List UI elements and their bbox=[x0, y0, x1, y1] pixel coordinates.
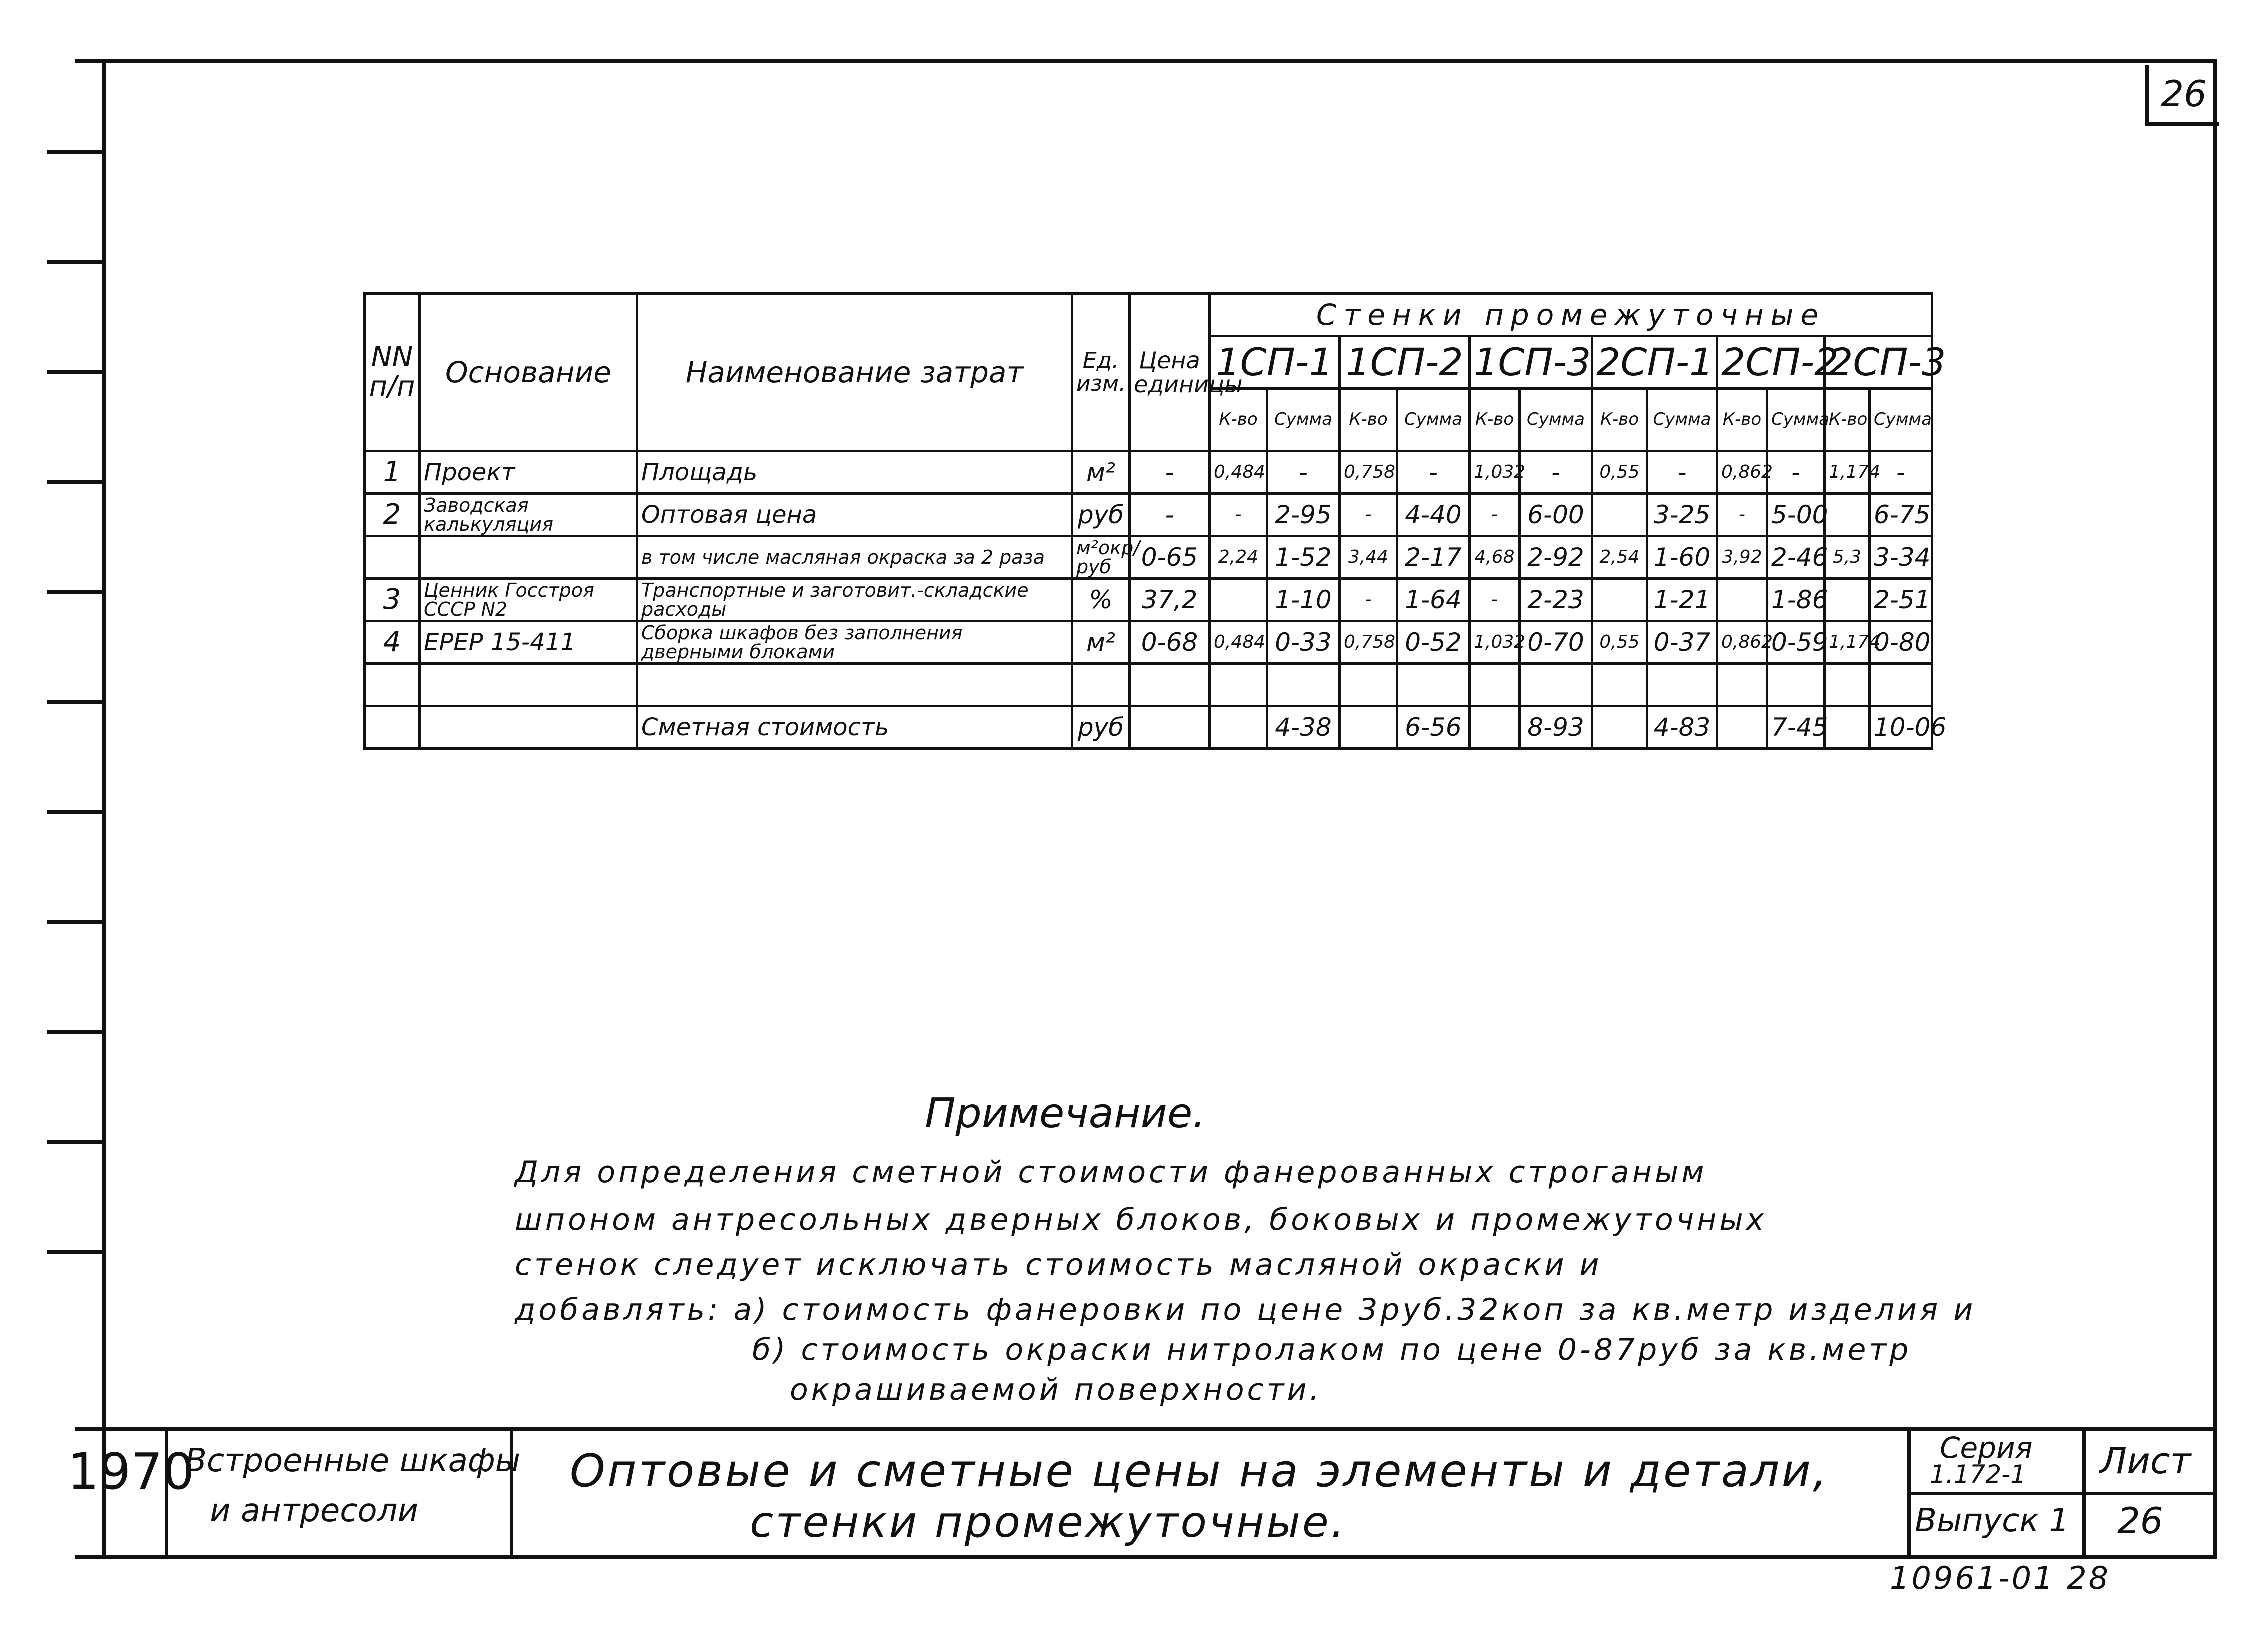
row-name: Площадь bbox=[637, 451, 1072, 494]
empty-cell bbox=[420, 706, 637, 749]
note-line: шпоном антресольных дверных блоков, боковых и промежуточных bbox=[515, 1202, 1767, 1237]
header-col-1sp3: 1СП-3 bbox=[1470, 336, 1592, 389]
header-sum: Сумма bbox=[1520, 389, 1592, 451]
sheet-number-top: 26 bbox=[2161, 72, 2207, 115]
table-row bbox=[365, 451, 1932, 494]
empty-cell bbox=[1767, 664, 1825, 706]
empty-cell bbox=[1870, 664, 1932, 706]
row-number: 2 bbox=[365, 494, 420, 536]
header-col-2sp3: 2СП-3 bbox=[1825, 336, 1932, 389]
sum-cell: 1-52 bbox=[1267, 536, 1340, 579]
sum-cell: 0-70 bbox=[1520, 621, 1592, 664]
binding-tick bbox=[47, 1140, 105, 1144]
qty-cell: 0,55 bbox=[1592, 451, 1647, 494]
qty-cell: - bbox=[1470, 494, 1520, 536]
sum-cell: 1-10 bbox=[1267, 579, 1340, 621]
empty-cell bbox=[1592, 664, 1647, 706]
qty-cell: 2,24 bbox=[1210, 536, 1267, 579]
issue-label: Выпуск 1 bbox=[1915, 1502, 2070, 1539]
header-qty: К-во bbox=[1717, 389, 1767, 451]
qty-cell: 0,484 bbox=[1210, 451, 1267, 494]
binding-tick bbox=[47, 700, 105, 704]
sheet-value: 26 bbox=[2117, 1500, 2163, 1542]
table-row bbox=[365, 579, 1932, 621]
total-row bbox=[365, 706, 1932, 749]
total-sum-cell: 10-06 bbox=[1870, 706, 1932, 749]
row-name: Транспортные и заготовит.-складские расходы bbox=[637, 579, 1072, 621]
qty-cell bbox=[1592, 706, 1647, 749]
total-name: Сметная стоимость bbox=[637, 706, 1072, 749]
row-unit: м²окр/руб bbox=[1072, 536, 1130, 579]
qty-cell: - bbox=[1340, 494, 1397, 536]
empty-cell bbox=[1267, 664, 1340, 706]
sum-cell: 3-34 bbox=[1870, 536, 1932, 579]
sum-cell: 1-60 bbox=[1647, 536, 1717, 579]
qty-cell bbox=[1470, 706, 1520, 749]
empty-cell bbox=[1470, 664, 1520, 706]
row-price: 0-68 bbox=[1130, 621, 1210, 664]
qty-cell: 1,174 bbox=[1825, 621, 1870, 664]
sum-cell: 2-51 bbox=[1870, 579, 1932, 621]
row-unit: м² bbox=[1072, 621, 1130, 664]
header-nn: NN п/п bbox=[365, 294, 420, 451]
empty-cell bbox=[1130, 664, 1210, 706]
footer-code: 10961-01 28 bbox=[1890, 1560, 2111, 1596]
sum-cell: - bbox=[1870, 451, 1932, 494]
total-sum-cell: 6-56 bbox=[1397, 706, 1470, 749]
document-title-line-2: стенки промежуточные. bbox=[750, 1497, 1347, 1547]
qty-cell: 0,758 bbox=[1340, 621, 1397, 664]
empty-cell bbox=[1520, 664, 1592, 706]
qty-cell: - bbox=[1717, 494, 1767, 536]
total-sum-cell: 4-38 bbox=[1267, 706, 1340, 749]
row-name: в том числе масляная окраска за 2 раза bbox=[637, 536, 1072, 579]
header-sum: Сумма bbox=[1870, 389, 1932, 451]
qty-cell: 0,55 bbox=[1592, 621, 1647, 664]
header-col-2sp1: 2СП-1 bbox=[1592, 336, 1717, 389]
row-price: 0-65 bbox=[1130, 536, 1210, 579]
qty-cell bbox=[1592, 579, 1647, 621]
sum-cell: 5-00 bbox=[1767, 494, 1825, 536]
row-unit: % bbox=[1072, 579, 1130, 621]
header-col-2sp2: 2СП-2 bbox=[1717, 336, 1825, 389]
total-sum-cell: 8-93 bbox=[1520, 706, 1592, 749]
sum-cell: 0-59 bbox=[1767, 621, 1825, 664]
empty-cell bbox=[1072, 664, 1130, 706]
qty-cell bbox=[1210, 579, 1267, 621]
sum-cell: - bbox=[1397, 451, 1470, 494]
empty-cell bbox=[1130, 706, 1210, 749]
sum-cell: 1-21 bbox=[1647, 579, 1717, 621]
sum-cell: 4-40 bbox=[1397, 494, 1470, 536]
qty-cell bbox=[1717, 579, 1767, 621]
empty-cell bbox=[637, 664, 1072, 706]
header-col-1sp1: 1СП-1 bbox=[1210, 336, 1340, 389]
qty-cell: - bbox=[1210, 494, 1267, 536]
sum-cell: 6-00 bbox=[1520, 494, 1592, 536]
qty-cell bbox=[1825, 706, 1870, 749]
row-basis: ЕРЕР 15-411 bbox=[420, 621, 637, 664]
frame-top-line bbox=[75, 59, 2217, 63]
row-basis bbox=[420, 536, 637, 579]
row-basis: Заводская калькуляция bbox=[420, 494, 637, 536]
qty-cell: 4,68 bbox=[1470, 536, 1520, 579]
qty-cell bbox=[1592, 494, 1647, 536]
empty-cell bbox=[365, 706, 420, 749]
table-row bbox=[365, 621, 1932, 664]
table-row bbox=[365, 494, 1932, 536]
qty-cell: 2,54 bbox=[1592, 536, 1647, 579]
qty-cell: 0,758 bbox=[1340, 451, 1397, 494]
qty-cell: 0,862 bbox=[1717, 621, 1767, 664]
row-price: - bbox=[1130, 494, 1210, 536]
header-qty: К-во bbox=[1210, 389, 1267, 451]
binding-tick bbox=[47, 480, 105, 484]
qty-cell bbox=[1825, 579, 1870, 621]
binding-tick bbox=[47, 590, 105, 594]
qty-cell: 3,44 bbox=[1340, 536, 1397, 579]
note-title: Примечание. bbox=[925, 1090, 1206, 1137]
sum-cell: 6-75 bbox=[1870, 494, 1932, 536]
sum-cell: 3-25 bbox=[1647, 494, 1717, 536]
sheet-label: Лист bbox=[2100, 1440, 2191, 1482]
header-qty: К-во bbox=[1340, 389, 1397, 451]
row-name: Оптовая цена bbox=[637, 494, 1072, 536]
empty-cell bbox=[1340, 664, 1397, 706]
qty-cell bbox=[1340, 706, 1397, 749]
row-price: 37,2 bbox=[1130, 579, 1210, 621]
row-number: 1 bbox=[365, 451, 420, 494]
header-group: Стенки промежуточные bbox=[1210, 294, 1932, 336]
header-sum: Сумма bbox=[1767, 389, 1825, 451]
row-basis: Ценник Госстроя СССР N2 bbox=[420, 579, 637, 621]
empty-cell bbox=[1397, 664, 1470, 706]
table-body bbox=[365, 451, 1947, 749]
qty-cell: - bbox=[1470, 579, 1520, 621]
note-line: Для определения сметной стоимости фанерованных строганым bbox=[515, 1155, 1707, 1190]
binding-tick bbox=[47, 1030, 105, 1034]
sum-cell: 2-23 bbox=[1520, 579, 1592, 621]
sum-cell: - bbox=[1647, 451, 1717, 494]
note-line: стенок следует исключать стоимость масляной окраски и bbox=[515, 1247, 1602, 1282]
total-unit: руб bbox=[1072, 706, 1130, 749]
qty-cell: 0,862 bbox=[1717, 451, 1767, 494]
title-block-top-line bbox=[75, 1427, 2217, 1431]
total-sum-cell: 7-45 bbox=[1767, 706, 1825, 749]
series-label: Серия bbox=[1940, 1431, 2033, 1465]
binding-tick bbox=[47, 150, 105, 154]
qty-cell: 1,174 bbox=[1825, 451, 1870, 494]
document-title-line-1: Оптовые и сметные цены на элементы и детали, bbox=[570, 1445, 1829, 1497]
sum-cell: - bbox=[1767, 451, 1825, 494]
sum-cell: 0-33 bbox=[1267, 621, 1340, 664]
header-qty: К-во bbox=[1470, 389, 1520, 451]
product-line-1: Встроенные шкафы bbox=[185, 1442, 521, 1479]
qty-cell bbox=[1825, 494, 1870, 536]
frame-right-line bbox=[2213, 59, 2217, 1559]
binding-tick bbox=[47, 920, 105, 924]
empty-cell bbox=[420, 664, 637, 706]
row-number: 3 bbox=[365, 579, 420, 621]
row-number bbox=[365, 536, 420, 579]
header-osnovanie: Основание bbox=[420, 294, 637, 451]
binding-tick bbox=[47, 370, 105, 374]
empty-row bbox=[365, 664, 1932, 706]
sheet-number-box bbox=[2145, 65, 2219, 126]
row-unit: руб bbox=[1072, 494, 1130, 536]
header-sum: Сумма bbox=[1397, 389, 1470, 451]
qty-cell: 5,3 bbox=[1825, 536, 1870, 579]
header-qty: К-во bbox=[1825, 389, 1870, 451]
sum-cell: - bbox=[1520, 451, 1592, 494]
sum-cell: 0-52 bbox=[1397, 621, 1470, 664]
header-col-1sp2: 1СП-2 bbox=[1340, 336, 1470, 389]
qty-cell: 3,92 bbox=[1717, 536, 1767, 579]
sum-cell: 2-17 bbox=[1397, 536, 1470, 579]
binding-tick bbox=[47, 1250, 105, 1254]
row-number: 4 bbox=[365, 621, 420, 664]
table-row bbox=[365, 536, 1932, 579]
sum-cell: 0-37 bbox=[1647, 621, 1717, 664]
header-sum: Сумма bbox=[1267, 389, 1340, 451]
frame-left-line bbox=[102, 59, 106, 1559]
sum-cell: 2-92 bbox=[1520, 536, 1592, 579]
qty-cell bbox=[1210, 706, 1267, 749]
sum-cell: 0-80 bbox=[1870, 621, 1932, 664]
header-sum: Сумма bbox=[1647, 389, 1717, 451]
product-line-2: и антресоли bbox=[210, 1492, 419, 1529]
empty-cell bbox=[1717, 664, 1767, 706]
sum-cell: - bbox=[1267, 451, 1340, 494]
empty-cell bbox=[1825, 664, 1870, 706]
sum-cell: 2-95 bbox=[1267, 494, 1340, 536]
row-basis: Проект bbox=[420, 451, 637, 494]
row-name: Сборка шкафов без заполнения дверными блоками bbox=[637, 621, 1072, 664]
frame-bottom-line bbox=[75, 1555, 2217, 1559]
header-unit: Ед. изм. bbox=[1072, 294, 1130, 451]
total-sum-cell: 4-83 bbox=[1647, 706, 1717, 749]
note-line: добавлять: а) стоимость фанеровки по цене 3руб.32коп за кв.метр изделия и bbox=[515, 1292, 1976, 1327]
header-naimenovanie: Наименование затрат bbox=[637, 294, 1072, 451]
title-block-divider bbox=[1907, 1492, 2217, 1495]
note-line: б) стоимость окраски нитролаком по цене 0-87руб за кв.метр bbox=[752, 1332, 1912, 1367]
year: 1970 bbox=[67, 1442, 195, 1501]
qty-cell bbox=[1717, 706, 1767, 749]
qty-cell: - bbox=[1340, 579, 1397, 621]
binding-tick bbox=[47, 810, 105, 814]
sum-cell: 1-64 bbox=[1397, 579, 1470, 621]
empty-cell bbox=[1210, 664, 1267, 706]
sum-cell: 2-46 bbox=[1767, 536, 1825, 579]
cost-table bbox=[363, 292, 1947, 750]
qty-cell: 1,032 bbox=[1470, 621, 1520, 664]
empty-cell bbox=[365, 664, 420, 706]
header-price: Цена единицы bbox=[1130, 294, 1210, 451]
qty-cell: 1,032 bbox=[1470, 451, 1520, 494]
sum-cell: 1-86 bbox=[1767, 579, 1825, 621]
binding-tick bbox=[47, 260, 105, 264]
row-price: - bbox=[1130, 451, 1210, 494]
header-qty: К-во bbox=[1592, 389, 1647, 451]
empty-cell bbox=[1647, 664, 1717, 706]
row-unit: м² bbox=[1072, 451, 1130, 494]
series-value: 1.172-1 bbox=[1930, 1460, 2026, 1489]
qty-cell: 0,484 bbox=[1210, 621, 1267, 664]
note-line: окрашиваемой поверхности. bbox=[790, 1372, 1322, 1407]
